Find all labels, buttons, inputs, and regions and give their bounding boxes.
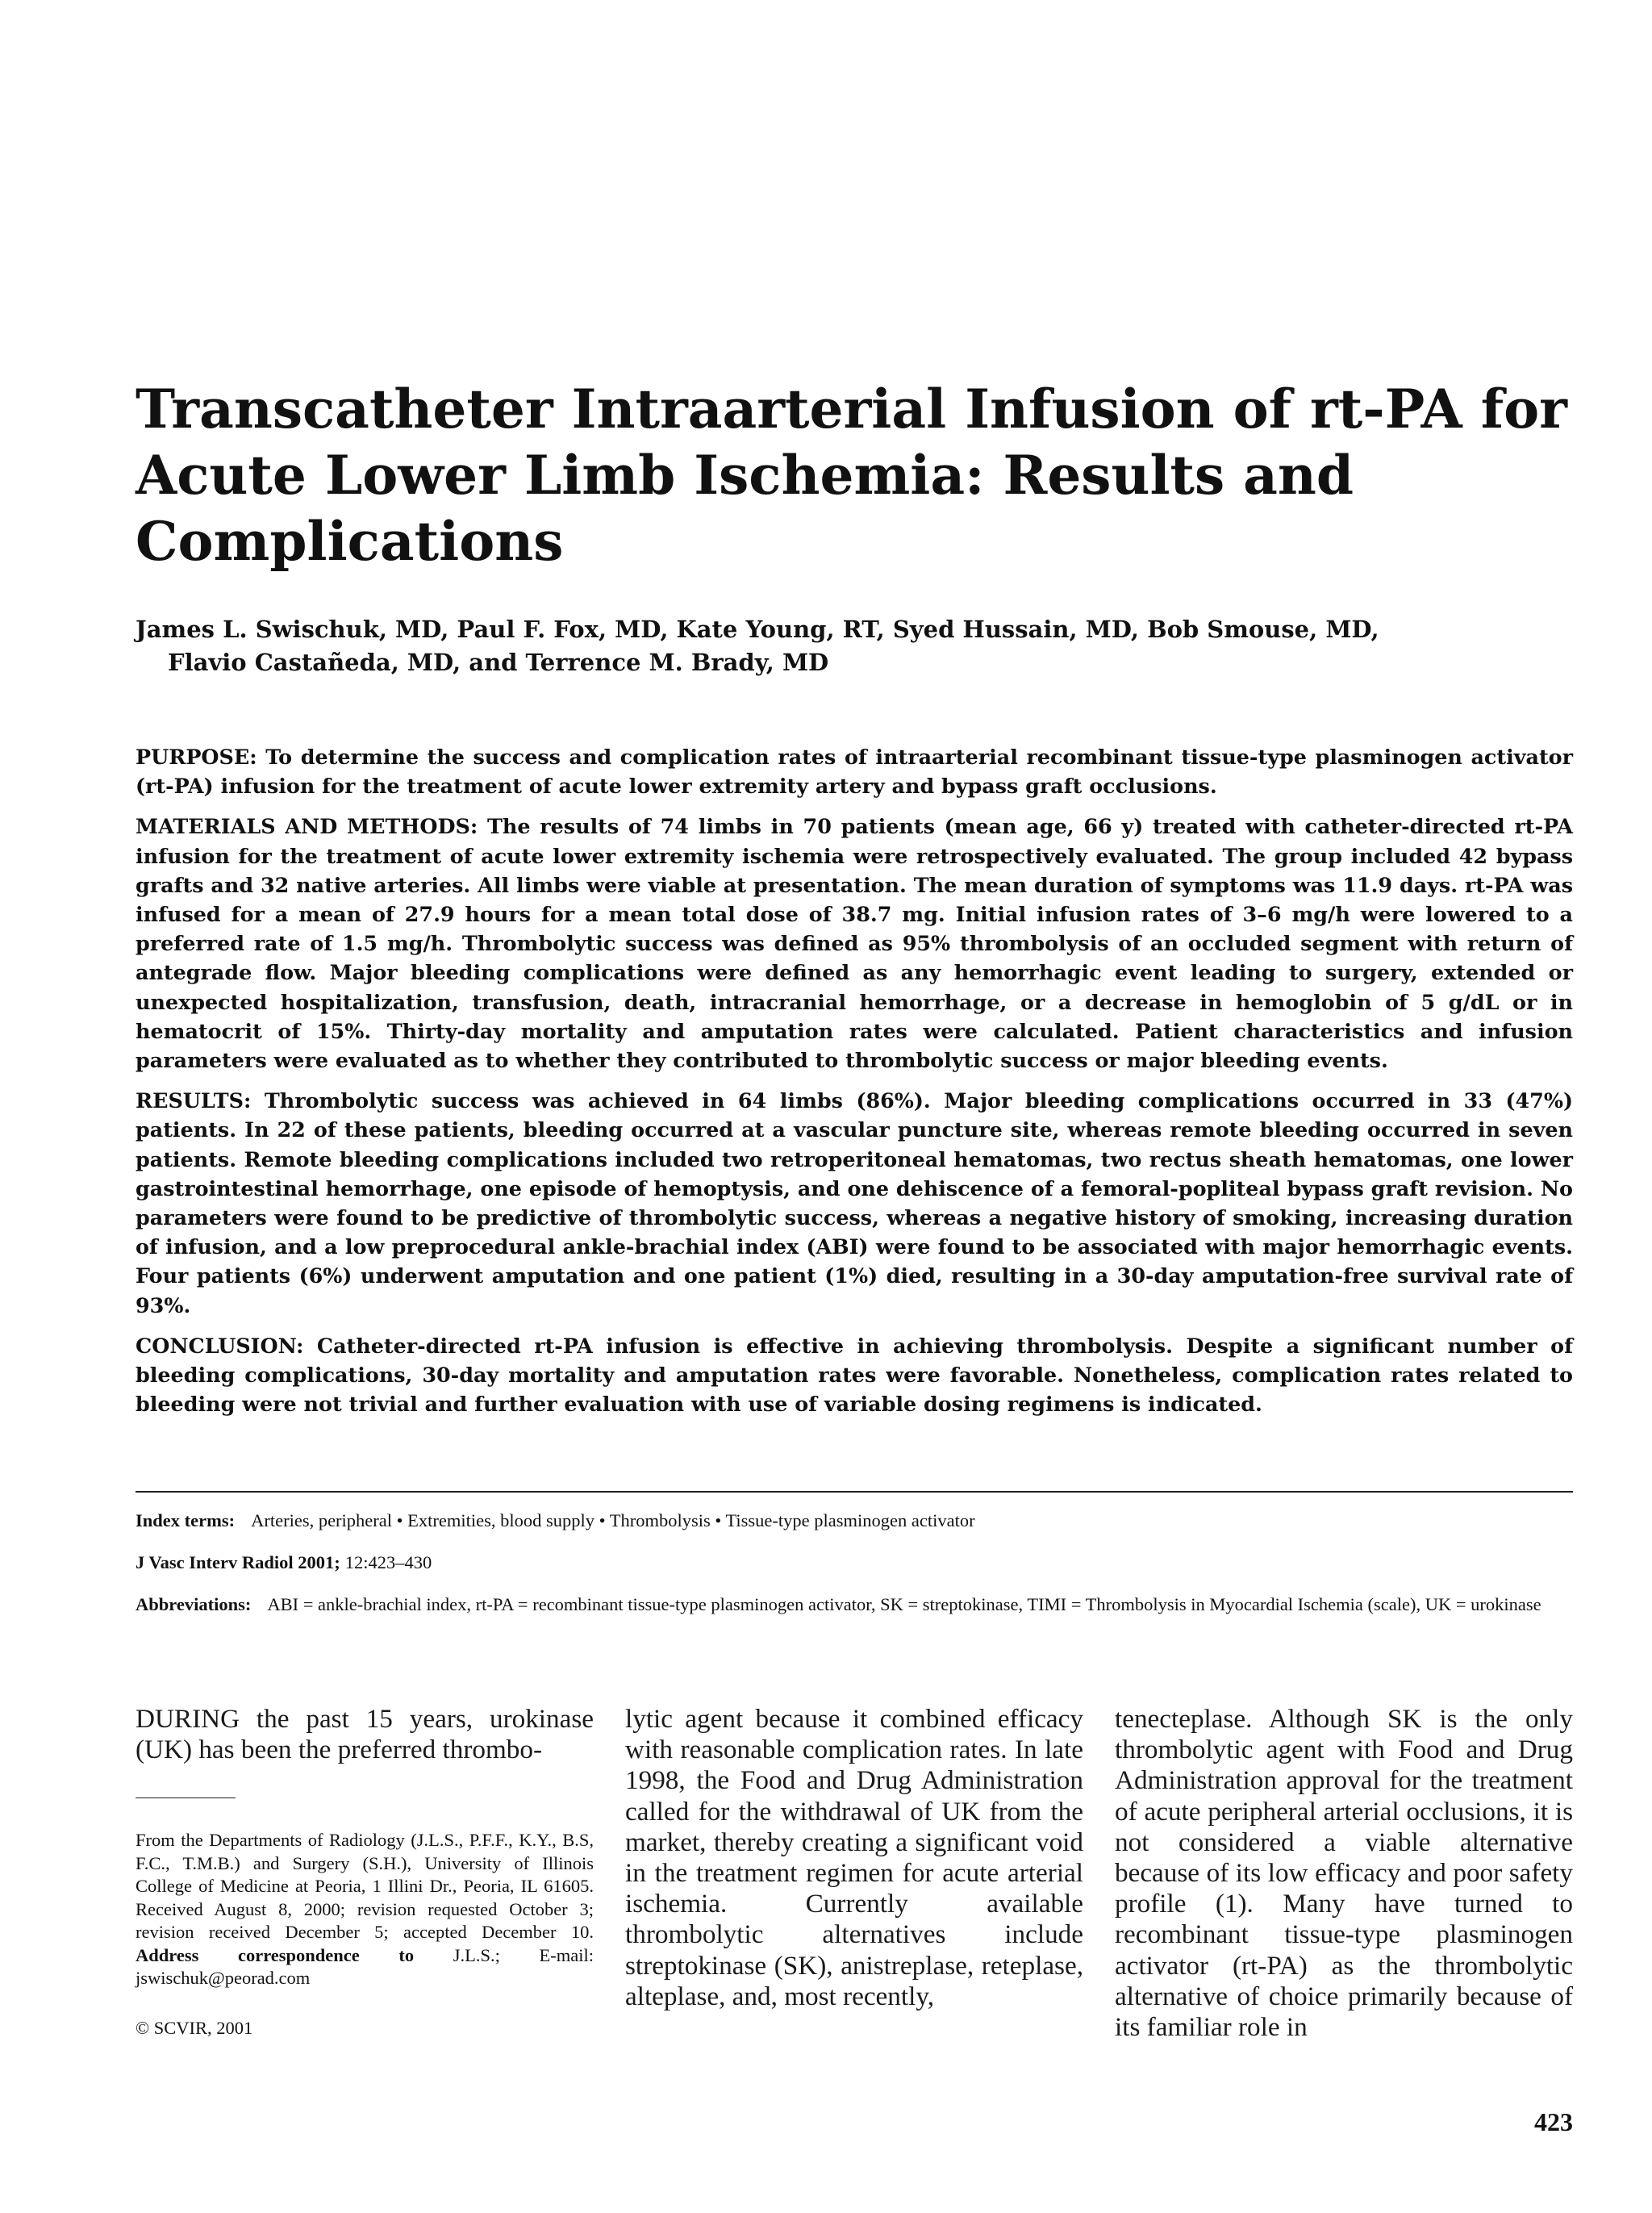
body-column-2 — [625, 1704, 1083, 2012]
article-title — [136, 376, 1587, 574]
copyright-notice: © SCVIR, 2001 — [136, 2018, 253, 2038]
abstract-purpose: PURPOSE: To determine the success and complication rates of intraarterial recombinant tissue-type plasminogen activator (rt-PA) infusion for the treatment of acute lower extremity artery and bypass graft occlusions. — [136, 745, 1573, 799]
abbreviations-label: Abbreviations: — [136, 1594, 252, 1614]
abstract-results: RESULTS: Thrombolytic success was achieved in 64 limbs (86%). Major bleeding complications occurred in 33 (47%) patients. In 22 of these patients, bleeding occurred at a vascular puncture site, whereas remote bleeding occurred in seven patients. Remote bleeding complications included two retroperitoneal hematomas, two rectus sheath hematomas, one lower gastrointestinal hemorrhage, one episode of hemoptysis, and one dehiscence of a femoral-popliteal bypass graft revision. No parameters were found to be predictive of thrombolytic success, whereas a negative history of smoking, increasing duration of infusion, and a low preprocedural ankle-brachial index (ABI) were found to be associated with major hemorrhagic events. Four patients (6%) underwent amputation and one patient (1%) died, resulting in a 30-day amputation-free survival rate of 93%. — [136, 1088, 1573, 1317]
authors-line-1: James L. Swischuk, MD, Paul F. Fox, MD, Kate Young, RT, Syed Hussain, MD, Bob Smouse, MD, — [136, 616, 1379, 643]
page-number: 423 — [1534, 2107, 1573, 2136]
body-column-1 — [136, 1704, 594, 1765]
abstract-methods: MATERIALS AND METHODS: The results of 74 limbs in 70 patients (mean age, 66 y) treated with catheter-directed rt-PA infusion for the treatment of acute lower extremity ischemia were retrospectively evaluated. The group included 42 bypass grafts and 32 native arteries. All limbs were viable at presentation. The mean duration of symptoms was 11.9 days. rt-PA was infused for a mean of 27.9 hours for a mean total dose of 38.7 mg. Initial infusion rates of 3–6 mg/h were lowered to a preferred rate of 1.5 mg/h. Thrombolytic success was defined as 95% thrombolysis of an occluded segment with return of antegrade flow. Major bleeding complications were defined as any hemorrhagic event leading to surgery, extended or unexpected hospitalization, transfusion, death, intracranial hemorrhage, or a decrease in hemoglobin of 5 g/dL or in hematocrit of 15%. Thirty-day mortality and amputation rates were calculated. Patient characteristics and infusion parameters were evaluated as to whether they contributed to thrombolytic success or major bleeding events. — [136, 814, 1573, 1073]
affiliation-footnote — [136, 1829, 594, 1990]
journal-citation — [136, 1551, 1573, 1575]
footnote-address-text: J.L.S.; E-mail: jswischuk@peorad.com — [136, 1944, 594, 1988]
authors-line-2: Flavio Castañeda, MD, and Terrence M. Brady, MD — [168, 649, 829, 676]
title-line-3: Complications — [136, 510, 564, 573]
title-line-2: Acute Lower Limb Ischemia: Results and — [136, 444, 1354, 507]
journal-citation-text: 12:423–430 — [344, 1552, 432, 1572]
body-column-2-text: lytic agent because it combined efficacy with reasonable complication rates. In late 1998, the Food and Drug Administration called for the withdrawal of UK from the market, thereby creating a significant void in the treatment regimen for acute arterial ischemia. Currently available thrombolytic alternatives include streptokinase (SK), anistreplase, reteplase, alteplase, and, most recently, — [625, 1704, 1083, 2011]
journal-citation-label: J Vasc Interv Radiol 2001; — [136, 1552, 340, 1572]
abbreviations-text: ABI = ankle-brachial index, rt-PA = recombinant tissue-type plasminogen activator, SK = streptokinase, TIMI = Thrombolysis in Myocardial Ischemia (scale), UK = urokinase — [267, 1594, 1541, 1614]
index-terms — [136, 1509, 1573, 1533]
author-list — [136, 613, 1604, 679]
title-line-1: Transcatheter Intraarterial Infusion of rt-PA for — [136, 378, 1567, 441]
body-column-3-text: tenecteplase. Although SK is the only thrombolytic agent with Food and Drug Administration approval for the treatment of acute peripheral arterial occlusions, it is not considered a viable alternative because of its low efficacy and poor safety profile (1). Many have turned to recombinant tissue-type plasminogen activator (rt-PA) as the thrombolytic alternative of choice primarily because of its familiar role in — [1115, 1704, 1573, 2043]
abstract-conclusion: CONCLUSION: Catheter-directed rt-PA infusion is effective in achieving thrombolysis. Despite a significant number of bleeding complications, 30-day mortality and amputation rates were favorable. Nonetheless, complication rates related to bleeding were not trivial and further evaluation with use of variable dosing regimens is indicated. — [136, 1333, 1573, 1417]
index-terms-label: Index terms: — [136, 1510, 236, 1530]
footnote-text: From the Departments of Radiology (J.L.S., P.F.F., K.Y., B.S, F.C., T.M.B.) and Surgery (S.H.), University of Illinois College of Medicine at Peoria, 1 Illini Dr., Peoria, IL 61605. Received August 8, 2000; revision requested October 3; revision received December 5; accepted December 10. — [136, 1830, 594, 1942]
body-column-1-text: DURING the past 15 years, urokinase (UK) has been the preferred thrombo- — [136, 1704, 594, 1765]
abbreviations — [136, 1593, 1573, 1617]
footnote-address-label: Address correspondence to — [136, 1944, 415, 1965]
abstract — [136, 742, 1573, 1430]
abstract-divider — [136, 1491, 1573, 1493]
body-column-3 — [1115, 1704, 1573, 2043]
index-terms-text: Arteries, peripheral • Extremities, blood supply • Thrombolysis • Tissue-type plasminogen activator — [251, 1510, 975, 1530]
